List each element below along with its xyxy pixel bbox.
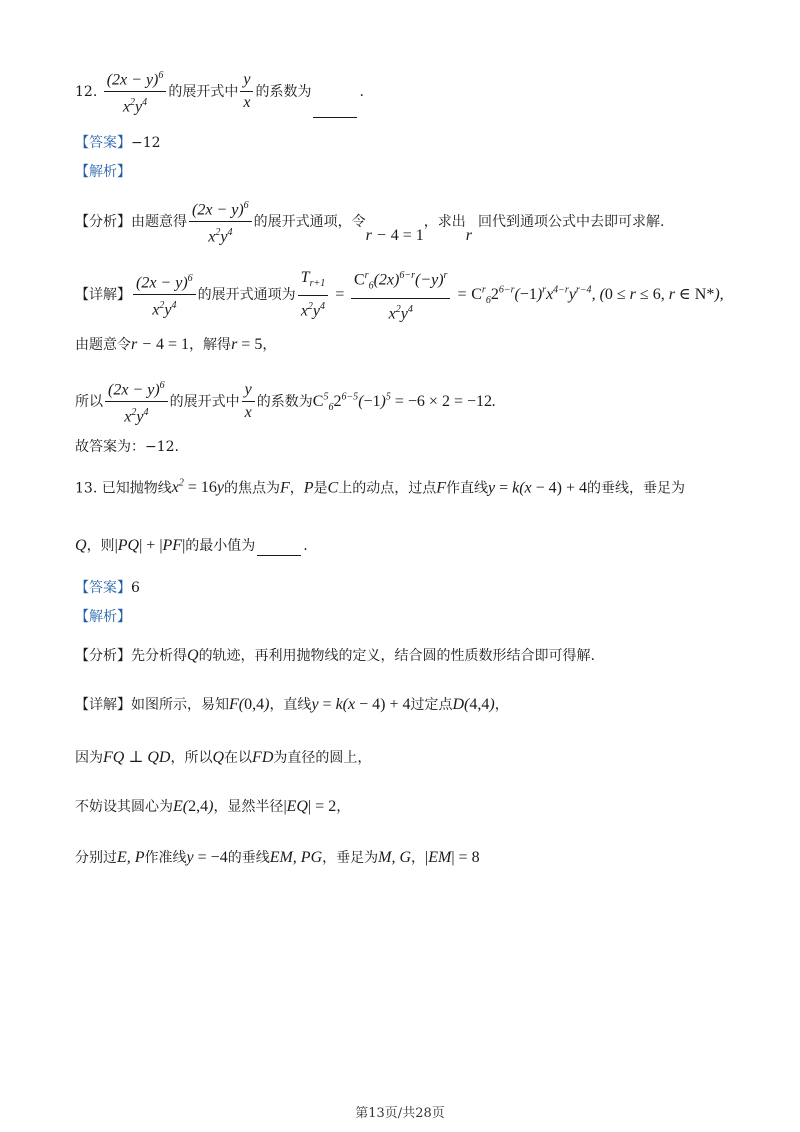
question-number: 12. bbox=[75, 83, 98, 100]
text: ，垂足为 bbox=[322, 850, 379, 866]
analysis-line bbox=[75, 162, 131, 182]
question-number: 13. bbox=[75, 480, 98, 497]
text: 回代到通项公式中去即可求解. bbox=[477, 213, 665, 230]
answer-value: 6 bbox=[131, 580, 140, 596]
equation: r − 4 = 1 bbox=[131, 336, 190, 353]
fraction-expression: $\frac{(2x - y)^6}{x^2y^4}$ bbox=[189, 196, 252, 248]
text: ，直线 bbox=[269, 697, 312, 713]
answer-tag: 【答案】 bbox=[75, 580, 131, 596]
directrix: y = −4 bbox=[186, 849, 228, 866]
fraction-expression: $\frac{(2x - y)^6}{x^2y^4}$ bbox=[104, 66, 167, 118]
text: ， bbox=[411, 850, 426, 866]
analysis-line bbox=[75, 607, 131, 627]
detail-line-3 bbox=[75, 797, 350, 817]
text: 过定点 bbox=[410, 697, 453, 713]
text: 已知抛物线 bbox=[101, 480, 172, 497]
text: ， bbox=[262, 337, 277, 353]
text: ， bbox=[289, 480, 304, 497]
text: ，显然半径 bbox=[213, 799, 284, 815]
text: 分别过 bbox=[75, 850, 117, 866]
fraction-expression: $\frac{(2x - y)^6}{x^2y^4}$ bbox=[105, 376, 168, 428]
answer-line bbox=[75, 133, 161, 153]
text: 的垂线 bbox=[227, 850, 270, 866]
page-footer: 第13页/共28页 bbox=[355, 1106, 445, 1121]
text: 如图所示，易知 bbox=[131, 697, 229, 713]
fenxi-line bbox=[75, 196, 664, 248]
text: 是 bbox=[313, 480, 328, 497]
fenxi-line: 【分析】先分析得Q的轨迹，再利用抛物线的定义，结合圆的性质数形结合即可得解. bbox=[75, 647, 596, 664]
text: 在以 bbox=[224, 750, 253, 766]
fenxi-tag: 【分析】 bbox=[75, 213, 131, 230]
text: ，解得 bbox=[189, 337, 232, 353]
detail-tag: 【详解】 bbox=[75, 697, 131, 713]
sum-expression: |PQ| + |PF| bbox=[114, 537, 186, 554]
text: 的展开式中 bbox=[169, 393, 240, 410]
text: 的展开式中 bbox=[168, 83, 239, 100]
point-E: E(2,4) bbox=[173, 798, 214, 815]
so-line bbox=[75, 376, 496, 428]
text: 的系数为 bbox=[255, 83, 312, 100]
text: . bbox=[359, 83, 364, 100]
text: 的轨迹，再利用抛物线的定义，结合圆的性质数形结合即可得解. bbox=[198, 648, 596, 664]
equation: r − 4 = 1 bbox=[365, 226, 424, 244]
text: 先分析得 bbox=[131, 648, 187, 664]
variable-r: r bbox=[465, 226, 472, 244]
detail-line-2: 因为FQ ⊥ QD，所以Q在以FD为直径的圆上， bbox=[75, 749, 372, 766]
length-EM: |EM| = 8 bbox=[425, 849, 480, 866]
question-13-cont: Q，则|PQ| + |PF|的最小值为 . bbox=[75, 537, 308, 554]
text: 所以 bbox=[75, 393, 103, 410]
text: 由题意令 bbox=[75, 337, 131, 353]
text: 作直线 bbox=[445, 480, 488, 497]
detail-line: 【详解】 $\frac{(2x - y)^6}{x^2y^4}$ 的展开式通项为 $\frac{T_{r+1}}{x^2y^4}$ = $\frac{C^r_6(2x)^{6-r}(-y)^r}{x^2y^4}$ = $C^r_62^{6-r}(-1)^rx^{4-r}y^{r-4}$, (0 ≤ r ≤ 6, r ∈ N*), bbox=[75, 266, 724, 324]
fraction-y-over-x: $\frac{y}{x}$ bbox=[240, 70, 253, 113]
equation: r = 5 bbox=[231, 336, 263, 353]
radius: |EQ| = 2 bbox=[283, 798, 337, 815]
text: ， bbox=[336, 799, 351, 815]
detail-tag: 【详解】 bbox=[75, 286, 131, 303]
point-D: D(4,4) bbox=[452, 696, 495, 713]
fraction-expression: $\frac{(2x - y)^6}{x^2y^4}$ bbox=[133, 269, 196, 321]
text: 为直径的圆上， bbox=[273, 750, 372, 766]
answer-line bbox=[75, 578, 140, 598]
step-line bbox=[75, 335, 276, 355]
fraction-binomial: $\frac{C^r_6(2x)^{6-r}(-y)^r}{x^2y^4}$ bbox=[351, 266, 450, 324]
fraction-term: $\frac{T_{r+1}}{x^2y^4}$ bbox=[298, 268, 329, 322]
text: 的展开式通项为 bbox=[197, 286, 296, 303]
parabola-equation: $x^2 = 16y$ bbox=[171, 478, 224, 497]
fenxi-tag: 【分析】 bbox=[75, 648, 131, 664]
text: 因为 bbox=[75, 750, 103, 766]
detail-line bbox=[75, 695, 509, 715]
answer-blank bbox=[313, 103, 357, 118]
text: ，则 bbox=[86, 538, 115, 554]
analysis-tag: 【解析】 bbox=[75, 609, 131, 625]
text: −12. bbox=[145, 439, 179, 455]
text: ，所以 bbox=[170, 750, 213, 766]
question-13: 13. 已知抛物线$x^2 = 16y$的焦点为F，P是C上的动点，过点F作直线y = k(x − 4) + 4的垂线，垂足为 bbox=[75, 478, 686, 497]
analysis-tag: 【解析】 bbox=[75, 164, 131, 180]
answer-blank bbox=[257, 541, 301, 556]
text: . bbox=[303, 538, 308, 554]
text: 的展开式通项，令 bbox=[253, 213, 366, 230]
line-equation: y = k(x − 4) + 4 bbox=[487, 479, 588, 497]
text: 的垂线，垂足为 bbox=[587, 480, 686, 497]
point-F: F(0,4) bbox=[229, 696, 270, 713]
final-line bbox=[75, 437, 179, 457]
text: 上的动点，过点 bbox=[338, 480, 437, 497]
text: ，求出 bbox=[423, 213, 466, 230]
coefficient-calc: $C^5_62^{6-5}(-1)^5 = -6 \times 2 = -12$. bbox=[312, 391, 496, 414]
detail-line-4: 分别过E, P作准线y = −4的垂线EM, PG，垂足为M, G，|EM| = 8 bbox=[75, 849, 480, 866]
text: 不妨设其圆心为 bbox=[75, 799, 173, 815]
text: 作准线 bbox=[144, 850, 187, 866]
answer-value: −12 bbox=[131, 135, 161, 151]
text: 由题意得 bbox=[131, 213, 187, 230]
general-term: = $C^r_62^{6-r}(-1)^rx^{4-r}y^{r-4}$, (0 ≤ r ≤ 6, r ∈ N*), bbox=[452, 284, 724, 307]
text: ， bbox=[494, 697, 509, 713]
question-12 bbox=[75, 66, 364, 118]
line-equation: y = k(x − 4) + 4 bbox=[311, 696, 411, 713]
text: 的最小值为 bbox=[185, 538, 256, 554]
text: 故答案为： bbox=[75, 439, 145, 455]
fraction-y-over-x: $\frac{y}{x}$ bbox=[242, 380, 255, 423]
text: 的焦点为 bbox=[223, 480, 280, 497]
perpendicular: FQ ⊥ QD bbox=[103, 749, 171, 766]
answer-tag: 【答案】 bbox=[75, 135, 131, 151]
text: 的系数为 bbox=[256, 393, 313, 410]
